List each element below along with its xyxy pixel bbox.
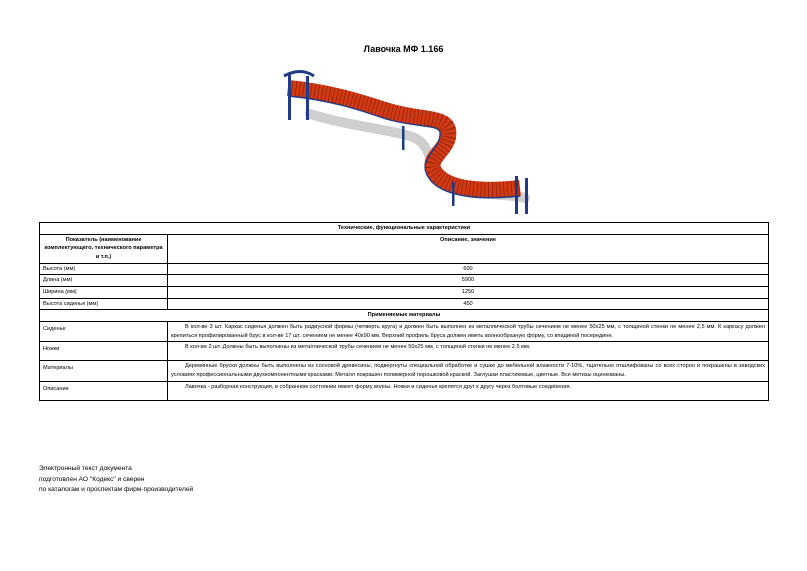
material-label: Материалы — [40, 361, 168, 381]
row-value: 1250 — [168, 286, 769, 298]
table-row — [40, 381, 769, 400]
bench-leg — [306, 76, 309, 120]
row-value: 450 — [168, 298, 769, 310]
bench-frame-top — [284, 72, 314, 77]
bench-leg — [288, 74, 291, 120]
table-row — [40, 361, 769, 381]
table-row — [40, 263, 769, 275]
material-description: Деревянные бруски должны быть выполнены из сосновой древесины, подвергнуты специальной обработке и сушке до мебельной влажности 7-10%, тщательно отшлифованы со всех сторон и покрашены в заводских условиях профессиональными двухкомпонентными красками. Металл покрашен полимерной порошковой краской. Заглушки пластиковые, цветные. Все метизы оцинкованы. — [168, 361, 769, 381]
bench-leg — [452, 182, 455, 206]
bench-leg — [515, 176, 518, 214]
table-row — [40, 298, 769, 310]
bench-leg — [525, 178, 528, 214]
specifications-table — [39, 222, 769, 401]
column-header-value: Описание, значение — [168, 234, 769, 263]
row-label: Высота сиденья (мм) — [40, 298, 168, 310]
row-label: Ширина (мм) — [40, 286, 168, 298]
footer-line: подготовлен АО "Кодекс" и сверен — [39, 475, 145, 483]
footer-line: по каталогам и проспектам фирм-производителей — [39, 486, 194, 494]
material-label: Описание — [40, 381, 168, 400]
material-description: Лавочка - разборная конструкция, в собранном состоянии имеет форму волны. Ножки и сиденья крепятся друг к другу через болтовые соединения. — [168, 381, 769, 400]
page-title: Лавочка МФ 1.166 — [363, 44, 444, 54]
wavy-bench-illustration — [270, 66, 540, 214]
table-row — [40, 286, 769, 298]
row-label: Высота (мм) — [40, 263, 168, 275]
footer-note — [39, 464, 193, 496]
column-header-parameter: Показатель (наименование комплектующего, технического параметра и т.п.) — [40, 234, 168, 263]
material-description: В кол-ве 3 шт. Каркас сиденья должен быть радиусной формы (четверть круга) и должен быть выполнен из металлической трубы сечением не менее 50x25 мм, с толщиной стенки не менее 2,5 мм. К каркасу должен крепиться профилированный брус в кол-ве 17 шт. сечением не менее 40x90 мм. Верхний профиль бруса должен иметь волнообразную форму, со впадиной посередине. — [168, 321, 769, 341]
material-description: В кол-ве 2 шт. Должны быть выполнены из металлической трубы сечением не менее 50x25 мм, с толщиной стенки не менее 2.5 мм. — [168, 342, 769, 361]
section-materials: Применяемые материалы — [40, 310, 769, 322]
footer-line: Электронный текст документа — [39, 465, 132, 472]
row-label: Длина (мм) — [40, 275, 168, 287]
table-row — [40, 342, 769, 361]
material-label: Сиденье — [40, 321, 168, 341]
table-row — [40, 275, 769, 287]
row-value: 5900 — [168, 275, 769, 287]
section-characteristics: Технические, функциональные характеристики — [40, 223, 769, 235]
bench-leg — [402, 126, 405, 150]
table-row — [40, 321, 769, 341]
row-value: 600 — [168, 263, 769, 275]
material-label: Ножки — [40, 342, 168, 361]
